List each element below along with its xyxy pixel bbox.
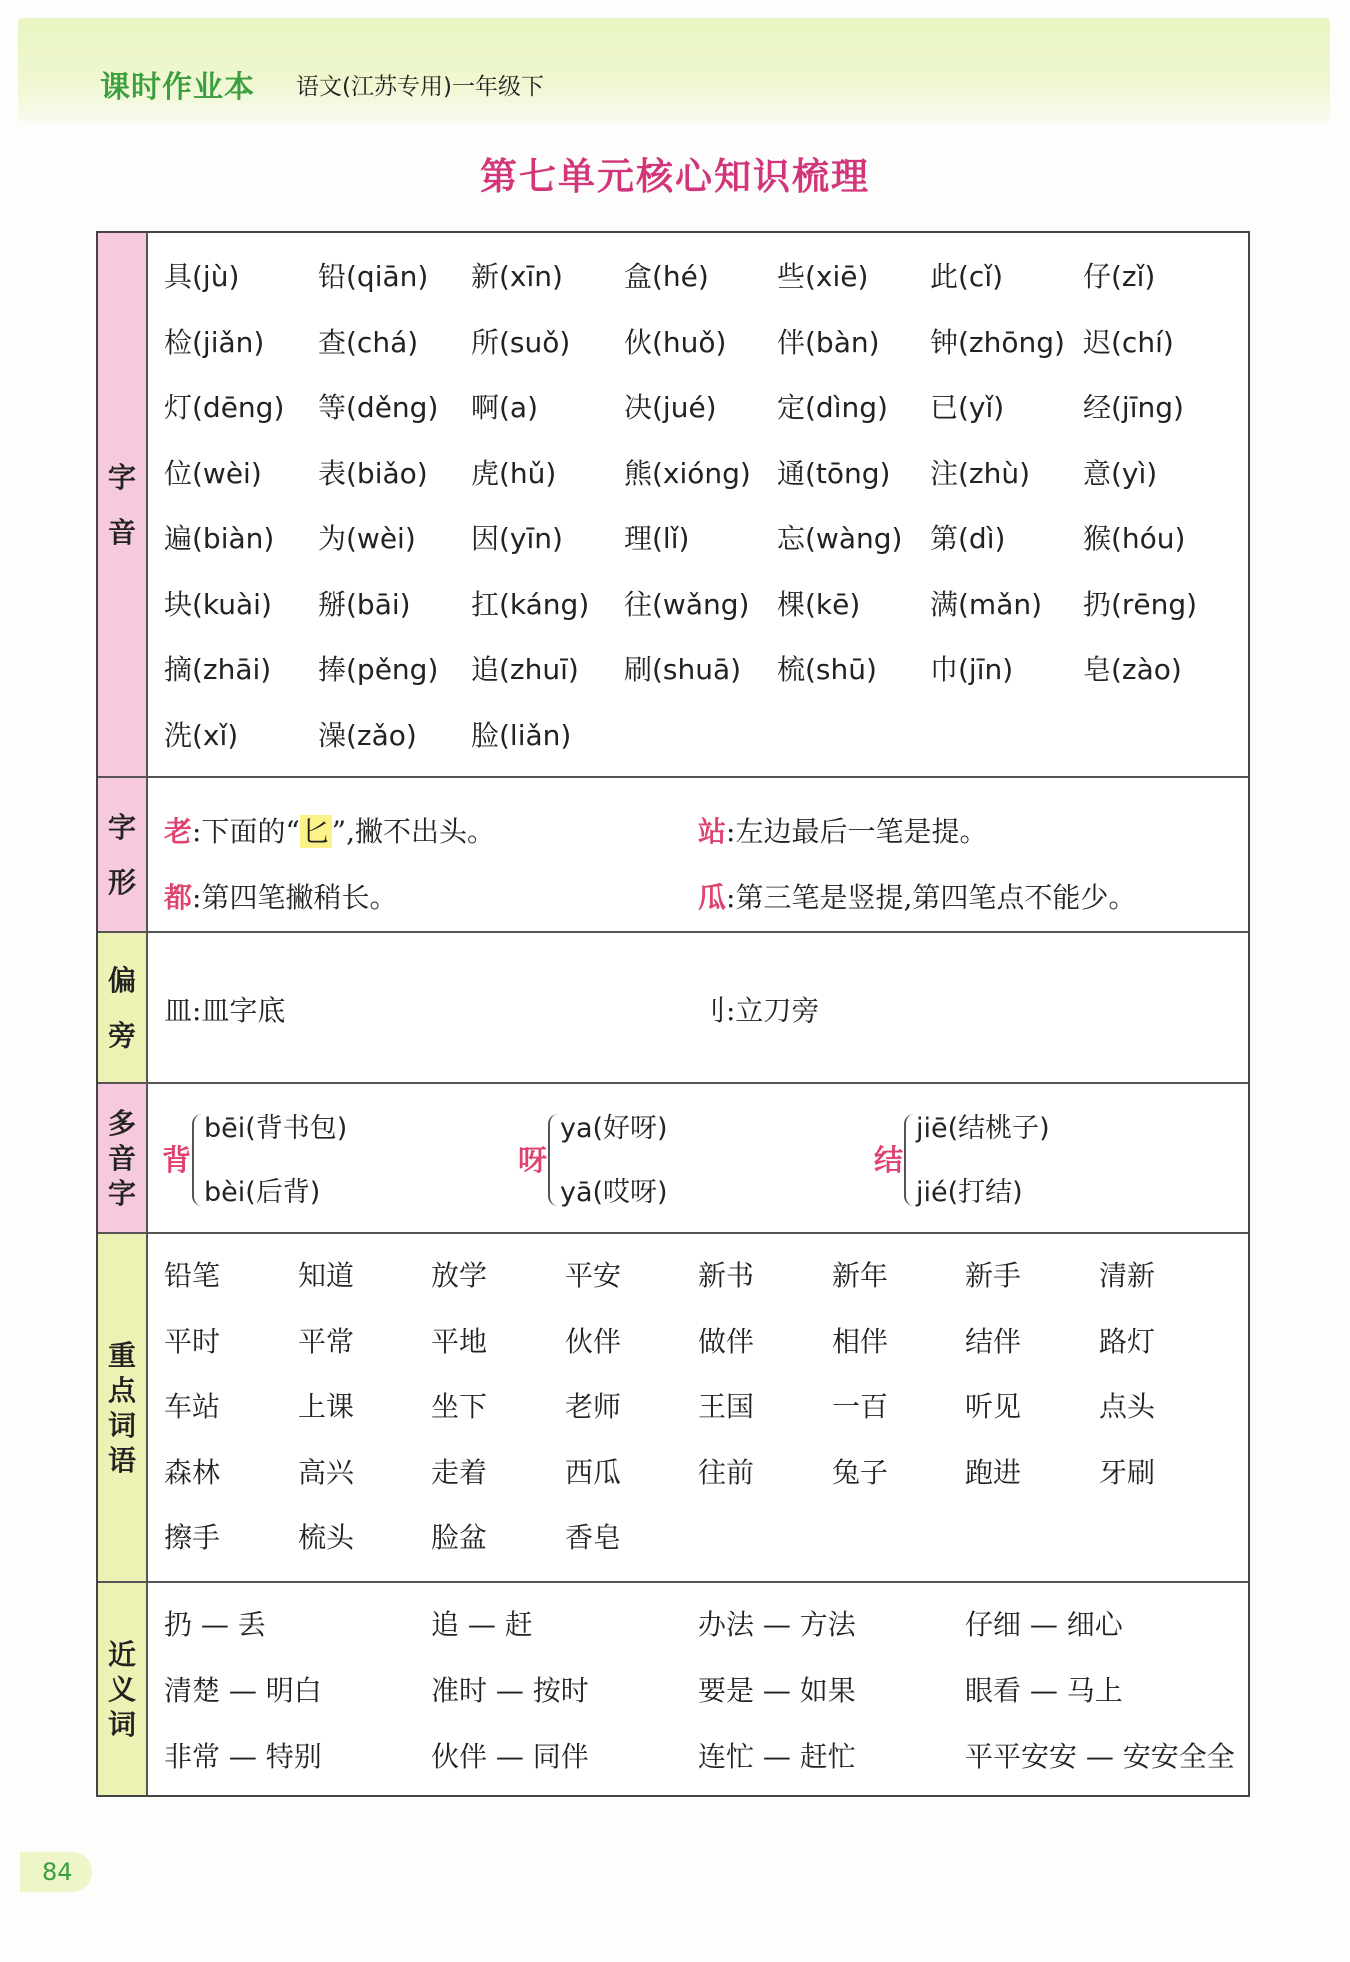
synonym-pair: 准时 — 按时	[431, 1674, 589, 1707]
zi-xing-item: 都:第四笔撇稍长。	[164, 881, 398, 914]
polyphone-char: 背	[162, 1143, 192, 1177]
label-char: 语	[107, 1443, 136, 1477]
brand-title: 课时作业本	[100, 70, 255, 105]
label-char: 近	[107, 1637, 136, 1671]
synonym-pair: 连忙 — 赶忙	[698, 1740, 856, 1773]
key-word: 平时	[164, 1324, 221, 1358]
label-char: 词	[107, 1408, 136, 1442]
synonym-pair: 仔细 — 细心	[965, 1608, 1123, 1641]
synonym-pair: 非常 — 特别	[164, 1740, 322, 1773]
pinyin-item: 灯(dēng)	[164, 391, 285, 424]
label-char: 点	[107, 1373, 136, 1407]
reading-1: jiē(结桃子)	[916, 1113, 1050, 1144]
section-zi-xing	[98, 778, 1248, 933]
brace	[192, 1114, 204, 1206]
pian-pang-content	[150, 933, 1248, 1082]
zi-xing-content	[150, 778, 1248, 931]
section-pian-pang	[98, 933, 1248, 1084]
synonym-pair: 要是 — 如果	[698, 1674, 856, 1707]
pinyin-item: 已(yǐ)	[930, 391, 1005, 424]
pinyin-item: 理(lǐ)	[624, 522, 690, 555]
polyphone-char: 呀	[518, 1143, 548, 1177]
key-word: 车站	[164, 1390, 221, 1423]
section-label-pian-pang	[98, 933, 148, 1082]
section-zi-yin	[98, 233, 1248, 778]
pinyin-item: 虎(hǔ)	[471, 456, 557, 490]
key-word: 清新	[1099, 1259, 1156, 1292]
pinyin-item: 扛(káng)	[471, 587, 590, 621]
label-char: 字	[107, 460, 136, 494]
pinyin-item: 决(jué)	[624, 391, 717, 424]
pinyin-item: 新(xīn)	[471, 260, 563, 293]
reading-2: bèi(后背)	[204, 1177, 321, 1208]
key-word: 点头	[1099, 1390, 1156, 1423]
pinyin-item: 所(suǒ)	[471, 325, 571, 359]
key-word: 兔子	[832, 1455, 889, 1489]
pinyin-item: 仔(zǐ)	[1083, 260, 1156, 293]
synonym-pair: 清楚 — 明白	[164, 1674, 322, 1707]
key-word: 香皂	[565, 1521, 622, 1554]
key-word: 平地	[431, 1324, 488, 1358]
zi-yin-content	[150, 233, 1248, 776]
key-word: 往前	[698, 1455, 755, 1489]
pinyin-item: 澡(zǎo)	[318, 718, 417, 752]
key-word: 新书	[698, 1259, 755, 1292]
key-word: 牙刷	[1099, 1455, 1156, 1489]
key-word: 新年	[832, 1259, 889, 1292]
pinyin-item: 捧(pěng)	[318, 653, 439, 686]
pinyin-item: 定(dìng)	[777, 391, 888, 424]
pinyin-item: 熊(xióng)	[624, 456, 751, 490]
key-word: 新手	[965, 1259, 1022, 1292]
page-number: 84	[20, 1852, 92, 1892]
pinyin-item: 位(wèi)	[164, 456, 262, 490]
section-label-zi-xing	[98, 778, 148, 931]
duo-yin-content	[150, 1084, 1248, 1232]
pinyin-item: 掰(bāi)	[318, 587, 411, 621]
key-word: 知道	[298, 1259, 355, 1292]
pinyin-item: 摘(zhāi)	[164, 653, 272, 686]
pinyin-item: 铅(qiān)	[318, 260, 429, 293]
key-word: 听见	[965, 1390, 1022, 1423]
section-duo-yin	[98, 1084, 1248, 1234]
ci-yu-content	[150, 1234, 1248, 1581]
key-word: 擦手	[164, 1521, 221, 1554]
knowledge-table	[96, 231, 1250, 1797]
brace	[904, 1114, 916, 1206]
section-label-zi-yin	[98, 233, 148, 776]
pinyin-item: 啊(a)	[471, 391, 539, 424]
label-char: 音	[107, 515, 136, 549]
key-word: 梳头	[298, 1521, 355, 1554]
label-char: 音	[107, 1141, 136, 1175]
pinyin-item: 具(jù)	[164, 260, 240, 293]
key-word: 跑进	[965, 1455, 1022, 1489]
pinyin-item: 皂(zào)	[1083, 653, 1182, 686]
key-word: 西瓜	[565, 1455, 622, 1489]
zi-xing-item: 瓜:第三笔是竖提,第四笔点不能少。	[698, 881, 1137, 914]
synonym-pair: 扔 — 丢	[164, 1608, 266, 1641]
pinyin-item: 此(cǐ)	[930, 260, 1004, 293]
pinyin-item: 通(tōng)	[777, 456, 891, 490]
zi-xing-item: 老:下面的“匕”,撇不出头。	[164, 815, 495, 848]
reading-2: yā(哎呀)	[560, 1177, 668, 1208]
zi-xing-item: 站:左边最后一笔是提。	[698, 815, 988, 848]
reading-2: jié(打结)	[916, 1177, 1023, 1208]
label-char: 义	[107, 1672, 136, 1706]
label-char: 词	[107, 1707, 136, 1741]
label-char: 字	[107, 1176, 136, 1210]
pinyin-item: 注(zhù)	[930, 456, 1031, 490]
pinyin-item: 追(zhuī)	[471, 653, 579, 686]
pinyin-item: 因(yīn)	[471, 522, 563, 555]
pinyin-item: 刷(shuā)	[624, 653, 742, 686]
synonym-pair: 平平安安 — 安安全全	[965, 1740, 1235, 1773]
key-word: 坐下	[431, 1390, 488, 1423]
label-char: 多	[107, 1106, 136, 1140]
key-word: 放学	[431, 1259, 488, 1292]
key-word: 平安	[565, 1259, 622, 1292]
pinyin-item: 块(kuài)	[164, 587, 272, 621]
synonym-pair: 追 — 赶	[431, 1608, 533, 1641]
section-label-duo-yin	[98, 1084, 148, 1232]
pinyin-item: 经(jīng)	[1083, 391, 1184, 424]
radical-item: 皿:皿字底	[164, 994, 286, 1027]
key-word: 伙伴	[565, 1324, 622, 1358]
key-word: 上课	[298, 1390, 355, 1423]
key-word: 森林	[164, 1455, 221, 1489]
pinyin-item: 遍(biàn)	[164, 522, 275, 555]
key-word: 相伴	[832, 1324, 889, 1358]
page-title: 第七单元核心知识梳理	[480, 155, 870, 198]
key-word: 走着	[431, 1455, 488, 1489]
synonym-pair: 眼看 — 马上	[965, 1674, 1123, 1707]
pinyin-item: 盒(hé)	[624, 260, 709, 293]
pinyin-item: 伙(huǒ)	[624, 325, 727, 359]
pinyin-item: 巾(jīn)	[930, 653, 1014, 686]
label-char: 旁	[107, 1018, 136, 1052]
reading-1: ya(好呀)	[560, 1113, 668, 1144]
label-char: 字	[107, 810, 136, 844]
pinyin-item: 检(jiǎn)	[164, 325, 265, 359]
label-char: 偏	[107, 963, 136, 997]
synonym-pair: 办法 — 方法	[698, 1608, 856, 1641]
pinyin-item: 洗(xǐ)	[164, 718, 239, 752]
jin-yi-content	[150, 1583, 1248, 1795]
pinyin-item: 猴(hóu)	[1083, 522, 1186, 555]
pinyin-item: 等(děng)	[318, 391, 439, 424]
label-char: 形	[107, 865, 136, 899]
section-label-jin-yi	[98, 1583, 148, 1795]
radical-item: 刂:立刀旁	[698, 994, 820, 1027]
key-word: 一百	[832, 1390, 889, 1423]
pinyin-item: 往(wǎng)	[624, 587, 750, 621]
polyphone-char: 结	[874, 1143, 904, 1177]
subject-title: 语文(江苏专用)一年级下	[296, 74, 544, 100]
pinyin-item: 脸(liǎn)	[471, 718, 572, 752]
brace	[548, 1114, 560, 1206]
key-word: 做伴	[698, 1324, 755, 1358]
section-jin-yi	[98, 1583, 1248, 1795]
reading-1: bēi(背书包)	[204, 1113, 348, 1144]
section-ci-yu	[98, 1234, 1248, 1583]
pinyin-item: 钟(zhōng)	[930, 325, 1065, 359]
key-word: 平常	[298, 1324, 355, 1358]
key-word: 结伴	[965, 1324, 1022, 1358]
pinyin-item: 意(yì)	[1083, 456, 1158, 490]
pinyin-item: 表(biǎo)	[318, 456, 428, 490]
pinyin-item: 伴(bàn)	[777, 325, 880, 359]
key-word: 脸盆	[431, 1521, 488, 1554]
pinyin-item: 迟(chí)	[1083, 325, 1174, 359]
pinyin-item: 忘(wàng)	[777, 522, 903, 555]
pinyin-item: 些(xiē)	[777, 260, 869, 293]
key-word: 王国	[698, 1390, 755, 1423]
label-char: 重	[107, 1338, 136, 1372]
key-word: 路灯	[1099, 1324, 1156, 1358]
key-word: 高兴	[298, 1455, 355, 1489]
pinyin-item: 扔(rēng)	[1083, 587, 1198, 621]
synonym-pair: 伙伴 — 同伴	[431, 1740, 589, 1773]
pinyin-item: 第(dì)	[930, 522, 1006, 555]
pinyin-item: 为(wèi)	[318, 522, 416, 555]
pinyin-item: 棵(kē)	[777, 587, 861, 621]
key-word: 铅笔	[164, 1259, 221, 1292]
pinyin-item: 梳(shū)	[777, 653, 877, 686]
pinyin-item: 满(mǎn)	[930, 587, 1043, 621]
key-word: 老师	[565, 1390, 622, 1423]
pinyin-item: 查(chá)	[318, 325, 419, 359]
section-label-ci-yu	[98, 1234, 148, 1581]
